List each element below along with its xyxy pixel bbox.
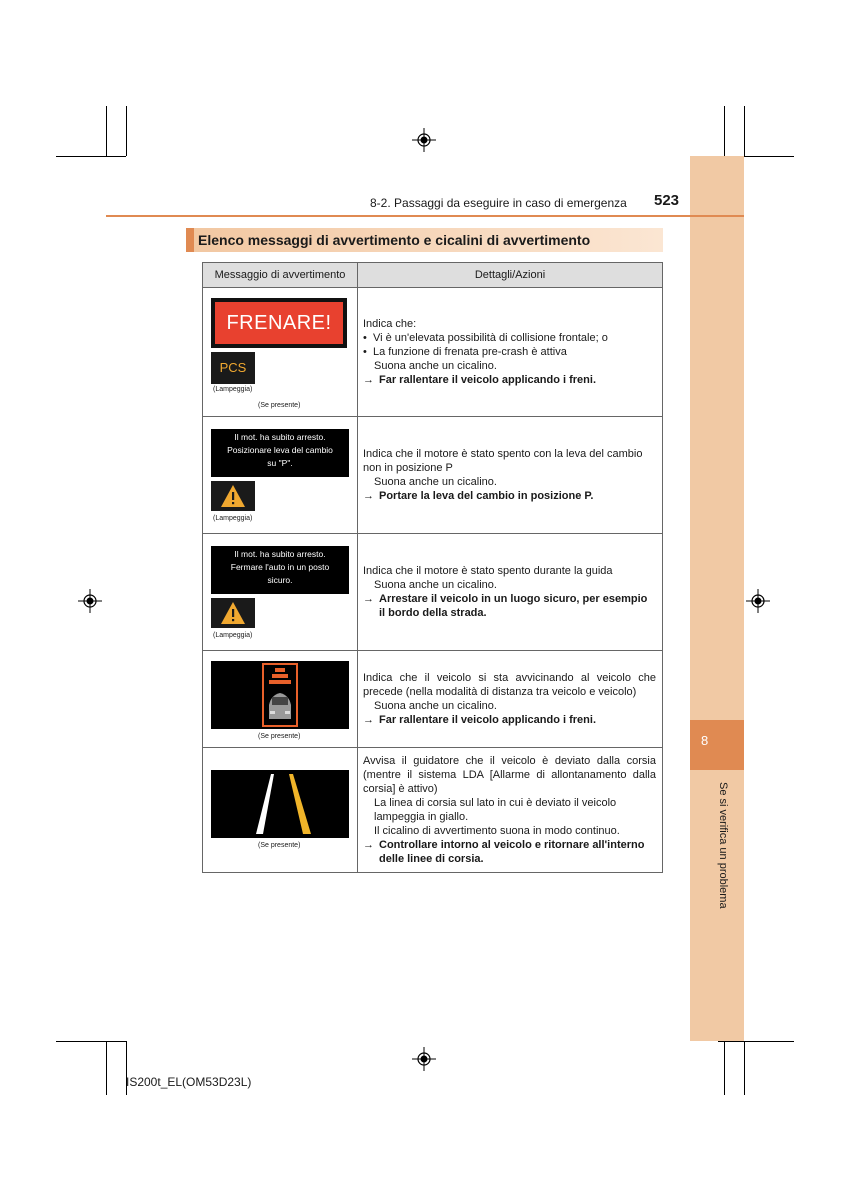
chapter-number: 8 — [701, 733, 709, 748]
caption: (Lampeggia) — [213, 386, 253, 393]
display-line: su "P". — [267, 458, 293, 468]
action-line: → Far rallentare il veicolo applicando i freni. — [363, 714, 597, 726]
action-line: → Controllare intorno al veicolo e ritornare all'interno delle linee di corsia. — [363, 839, 645, 865]
frenare-display — [211, 298, 347, 348]
detail-bullet: • La funzione di frenata pre-crash è attiva — [363, 346, 567, 358]
details-cell — [358, 417, 663, 534]
registration-mark-icon — [412, 128, 436, 152]
pcs-label: PCS — [219, 360, 247, 375]
display-line: Posizionare leva del cambio — [227, 445, 333, 455]
warning-messages-table — [202, 262, 663, 873]
details-cell — [358, 651, 663, 748]
engine-stopped-display — [211, 429, 349, 477]
detail-line: Indica che il veicolo si sta avvicinando al veicolo che precede (nella modalità di distanza tra veicolo e veicolo) — [363, 672, 656, 698]
registration-mark-icon — [412, 1047, 436, 1071]
engine-stopped-display — [211, 546, 349, 594]
action-line: → Portare la leva del cambio in posizione P. — [363, 490, 594, 502]
lane-departure-display — [211, 770, 349, 838]
section-title-bar — [186, 228, 663, 252]
table-row — [203, 288, 663, 417]
vehicle-approach-display — [211, 661, 349, 729]
table-row — [203, 651, 663, 748]
details-cell — [358, 748, 663, 873]
table-row — [203, 417, 663, 534]
frenare-text: FRENARE! — [215, 302, 343, 344]
details-cell — [358, 534, 663, 651]
running-header: 8-2. Passaggi da eseguire in caso di emergenza — [370, 196, 627, 210]
column-header: Messaggio di avvertimento — [203, 263, 358, 288]
caption: (Se presente) — [258, 733, 301, 740]
detail-line: Suona anche un cicalino. — [374, 700, 497, 712]
caption: (Se presente) — [258, 402, 301, 409]
detail-line: Suona anche un cicalino. — [374, 579, 497, 591]
warning-image-cell — [203, 417, 358, 534]
warning-image-cell — [203, 651, 358, 748]
warning-triangle-icon — [211, 481, 255, 511]
detail-line: Indica che il motore è stato spento durante la guida — [363, 565, 613, 577]
chapter-title: Se si verifica un problema — [717, 782, 729, 909]
detail-bullet: • Vi è un'elevata possibilità di collisione frontale; o — [363, 332, 608, 344]
details-cell — [358, 288, 663, 417]
registration-mark-icon — [78, 589, 102, 613]
warning-image-cell — [203, 534, 358, 651]
detail-line: Il cicalino di avvertimento suona in modo continuo. — [374, 825, 620, 837]
footer-code: IS200t_EL(OM53D23L) — [126, 1075, 252, 1089]
detail-line: Indica che il motore è stato spento con la leva del cambio non in posizione P — [363, 448, 643, 474]
header-rule — [106, 215, 744, 217]
car-ahead-icon — [211, 661, 349, 729]
section-title: Elenco messaggi di avvertimento e cicalini di avvertimento — [198, 232, 591, 248]
detail-line: Avvisa il guidatore che il veicolo è deviato dalla corsia (mentre il sistema LDA [Allarme di allontanamento dalla corsia] è attivo) — [363, 755, 656, 795]
detail-line: La linea di corsia sul lato in cui è deviato il veicolo lampeggia in giallo. — [374, 797, 617, 823]
chapter-tab[interactable] — [690, 720, 744, 770]
registration-mark-icon — [746, 589, 770, 613]
display-line: Il mot. ha subito arresto. — [234, 432, 326, 442]
section-title-marker — [186, 228, 194, 252]
detail-line: Suona anche un cicalino. — [374, 360, 497, 372]
display-line: sicuro. — [267, 575, 293, 585]
display-line: Il mot. ha subito arresto. — [234, 549, 326, 559]
warning-image-cell — [203, 288, 358, 417]
table-row — [203, 534, 663, 651]
caption: (Lampeggia) — [213, 515, 253, 522]
action-line: → Arrestare il veicolo in un luogo sicuro, per esempio il bordo della strada. — [363, 593, 648, 619]
table-header-row — [203, 263, 663, 288]
detail-line: Indica che: — [363, 318, 417, 330]
detail-line: Suona anche un cicalino. — [374, 476, 497, 488]
page-number: 523 — [654, 192, 680, 209]
table-row — [203, 748, 663, 873]
caption: (Lampeggia) — [213, 632, 253, 639]
lane-lines-icon — [211, 770, 349, 838]
warning-triangle-icon — [211, 598, 255, 628]
display-line: Fermare l'auto in un posto — [230, 562, 330, 572]
column-header: Dettagli/Azioni — [358, 263, 663, 288]
pcs-warning-icon — [211, 352, 255, 384]
warning-image-cell — [203, 748, 358, 873]
caption: (Se presente) — [258, 842, 301, 849]
action-line: → Far rallentare il veicolo applicando i freni. — [363, 374, 597, 386]
